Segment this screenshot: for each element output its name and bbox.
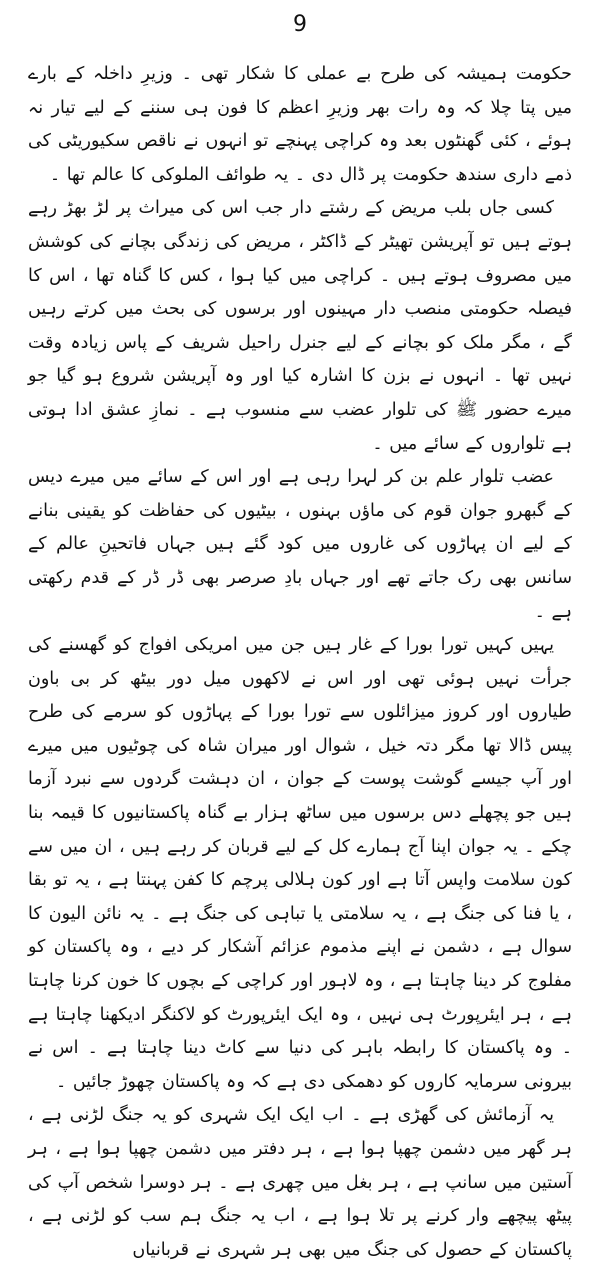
- paragraph-2: کسی جاں بلب مریض کے رشتے دار جب اس کی میراث پر لڑ بھڑ رہے ہوتے ہیں تو آپریشن تھیٹر کے ڈاکٹر ، مریض کی زندگی بچانے کی کوشش میں مصروف ہوتے ہیں ۔ کراچی میں کیا ہوا ، کس کا گناہ تھا ، اس کا فیصلہ حکومتی منصب دار مہینوں اور برسوں کی بحث میں کرتے رہیں گے ، مگر ملک کو بچانے کے لیے جنرل راحیل شریف کے پاس زیادہ وقت نہیں تھا ۔ انہوں نے بزن کا اشارہ کیا اور وہ آپریشن شروع ہو گیا جو میرے حضور ﷺ کی تلوار عضب سے منسوب ہے ۔ نمازِ عشق ادا ہوتی ہے تلواروں کے سائے میں ۔: [28, 198, 572, 454]
- paragraph-3: عضب تلوار علم بن کر لہرا رہی ہے اور اس کے سائے میں میرے دیس کے گبھرو جوان قوم کی ماؤں بہنوں ، بیٹیوں کی حفاظت کو یقینی بنانے کے لیے ان پہاڑوں کی غاروں میں کود گئے ہیں جہاں فاتحینِ عالم کے سانس بھی رک جاتے تھے اور جہاں بادِ صرصر بھی ڈر ڈر کے قدم رکھتی ہے ۔: [28, 467, 572, 622]
- paragraph-1: حکومت ہمیشہ کی طرح بے عملی کا شکار تھی ۔ وزیرِ داخلہ کے بارے میں پتا چلا کہ وہ رات بھر وزیرِ اعظم کا فون ہی سننے کے لیے تیار نہ ہوئے ، کئی گھنٹوں بعد وہ کراچی پہنچے تو انہوں نے ناقص سکیوریٹی کی ذمے داری سندھ حکومت پر ڈال دی ۔ یہ طوائف الملوکی کا عالم تھا ۔: [28, 64, 572, 185]
- page-number: 9: [293, 12, 307, 37]
- paragraph-4: یہیں کہیں تورا بورا کے غار ہیں جن میں امریکی افواج کو گھسنے کی جرأت نہیں ہوئی تھی اور اس نے لاکھوں میل دور بیٹھ کر بی باون طیاروں اور کروز میزائلوں سے تورا بورا کے پہاڑوں کو سرمے کی طرح پیس ڈالا تھا مگر دتہ خیل ، شوال اور میران شاہ کی چوٹیوں میں میرے اور آپ جیسے گوشت پوست کے جوان ، ان دہشت گردوں سے نبرد آزما ہیں جو پچھلے دس برسوں میں ساٹھ ہزار بے گناہ پاکستانیوں کا قیمہ بنا چکے ۔ یہ جوان اپنا آج ہمارے کل کے لیے قربان کر رہے ہیں ، ان میں سے کون سلامت واپس آتا ہے اور کون ہلالی پرچم کا کفن پہنتا ہے ، یہ تو بقا ، یا فنا کی جنگ ہے ، یہ سلامتی یا تباہی کی جنگ ہے ۔ یہ نائن الیون کا سوال ہے ، دشمن نے اپنے مذموم عزائم آشکار کر دیے ، وہ پاکستان کو مفلوج کر دینا چاہتا ہے ، وہ لاہور اور کراچی کے بچوں کا خون کرنا چاہتا ہے ، ہر ایئرپورٹ ہی نہیں ، وہ ایک ایئرپورٹ کو لاکنگر ادیکھنا چاہتا ہے ۔ وہ پاکستان کا رابطہ باہر کی دنیا سے کاٹ دینا چاہتا ہے ۔ اس نے بیرونی سرمایہ کاروں کو دھمکی دی ہے کہ وہ پاکستان چھوڑ جائیں ۔: [28, 635, 572, 1092]
- paragraph-5: یہ آزمائش کی گھڑی ہے ۔ اب ایک ایک شہری کو یہ جنگ لڑنی ہے ، ہر گھر میں دشمن چھپا ہوا ہے ، ہر دفتر میں دشمن چھپا ہوا ہے ، ہر آستین میں سانپ ہے ، ہر بغل میں چھری ہے ۔ ہر دوسرا شخص آپ کی پیٹھ پیچھے وار کرنے پر تلا ہوا ہے ، اب یہ جنگ ہم سب کو لڑنی ہے ، پاکستان کے حصول کی جنگ میں بھی ہر شہری نے قربانیاں: [28, 1105, 572, 1260]
- article-body: [28, 58, 572, 1267]
